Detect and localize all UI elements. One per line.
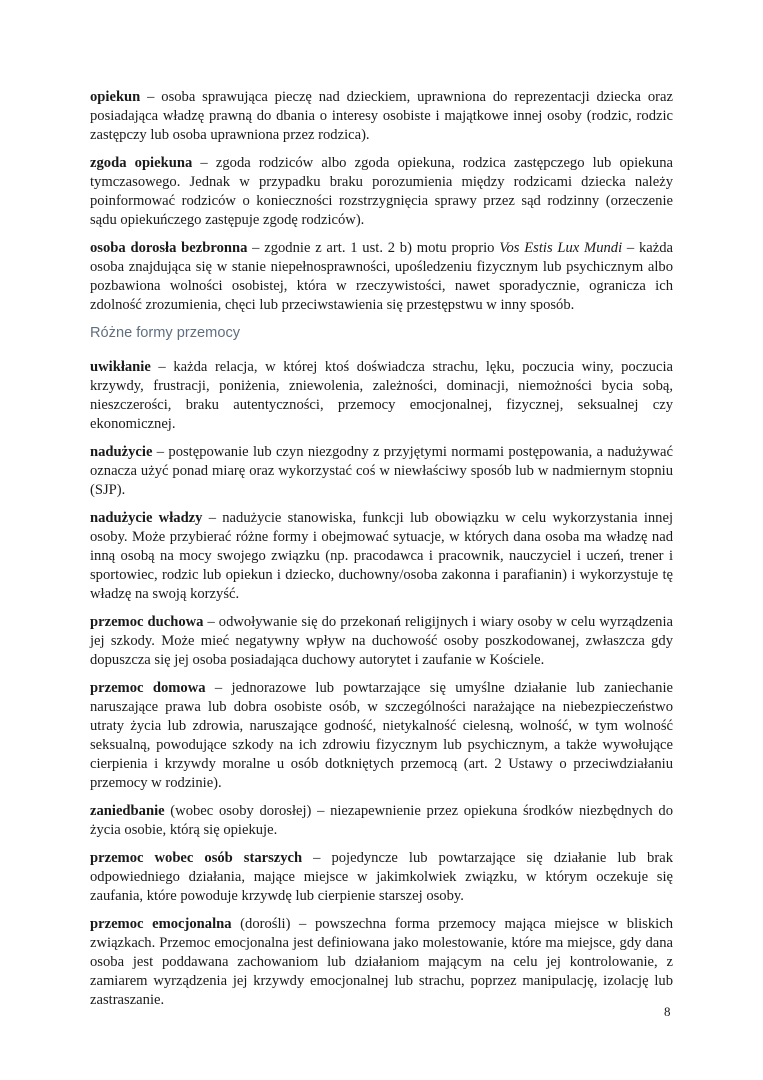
definition-text: – każda osoba znajdująca się w stanie niepełnosprawności, upośledzeniu fizycznym lub psychicznym albo pozbawiona wolności osobistej, która w rzeczywistości, nawet sporadycznie, ogranicza ich zdolność zrozumienia, chęci lub przeciwstawienia się przestępstwu w inny sposób. [90,240,673,313]
definition-text: – każda relacja, w której ktoś doświadcza strachu, lęku, poczucia winy, poczucia krzywdy, frustracji, poniżenia, zniewolenia, zależności, dominacji, niemożności bycia sobą, nieszczerości, braku autentyczności, przemocy emocjonalnej, fizycznej, seksualnej czy ekonomicznej. [90,359,673,432]
definition-naduzycie [90,443,673,500]
page-number: 8 [664,1004,671,1019]
definition-zaniedbanie [90,802,673,840]
definition-text: (dorośli) – powszechna forma przemocy mająca miejsce w bliskich związkach. Przemoc emocjonalna jest definiowana jako molestowanie, które ma miejsce, gdy dana osoba jest poddawana zachowaniom lub działaniom mającym na celu jej kontrolowanie, z zamiarem wyrządzenia jej krzywdy emocjonalnej lub strachu, poprzez manipulację, izolację lub zastraszanie. [90,916,673,1008]
term: uwikłanie [90,359,151,375]
section-heading: Różne formy przemocy [90,325,241,341]
definition-text: – zgoda rodziców albo zgoda opiekuna, rodzica zastępczego lub opiekuna tymczasowego. Jednak w przypadku braku porozumienia między rodzicami dziecka należy poinformować rodziców o konieczności rozstrzygnięcia sprawy przez sąd rodzinny (orzeczenie sądu opiekuńczego zastępuje zgodę rodziców). [90,155,673,228]
definition-przemoc-wobec-osob-starszych [90,849,673,906]
definition-text: – postępowanie lub czyn niezgodny z przyjętymi normami postępowania, a nadużywać oznacza użyć ponad miarę oraz wykorzystać coś w niewłaściwy sposób lub w nadmiernym stopniu (SJP). [90,444,673,498]
term: przemoc emocjonalna [90,916,232,932]
definition-text: – zgodnie z art. 1 ust. 2 b) motu proprio [247,240,500,256]
term: nadużycie [90,444,153,460]
definition-osoba-dorosla-bezbronna [90,239,673,315]
definition-uwiklanie [90,358,673,434]
term: nadużycie władzy [90,510,203,526]
definition-text: – osoba sprawująca pieczę nad dzieckiem, uprawniona do reprezentacji dziecka oraz posiadająca władzę prawną do dbania o interesy osobiste i majątkowe innej osoby (rodzic, rodzic zastępczy lub osoba uprawniona przez rodzica). [90,89,673,143]
definition-text: – pojedyncze lub powtarzające się działanie lub brak odpowiedniego działania, mające miejsce w jakimkolwiek związku, w którym oczekuje się zaufania, które powoduje krzywdę lub cierpienie starszej osoby. [90,850,673,904]
definition-naduzycie-wladzy [90,509,673,604]
definition-text: (wobec osoby dorosłej) – niezapewnienie przez opiekuna środków niezbędnych do życia osobie, którą się opiekuje. [90,803,673,838]
definition-text: – nadużycie stanowiska, funkcji lub obowiązku w celu wykorzystania innej osoby. Może przybierać różne formy i obejmować sytuacje, w których dana osoba ma władzę nad inną osobą na mocy swojego związku (np. pracodawca i pracownik, nauczyciel i uczeń, trener i sportowiec, rodzic lub opiekun i dziecko, duchowny/osoba zakonna i parafianin) i wykorzystuje tę władzę na swoją korzyść. [90,510,674,602]
term: przemoc domowa [90,680,206,696]
term: przemoc wobec osób starszych [90,850,303,866]
term: osoba dorosła bezbronna [90,240,248,256]
definition-text: – jednorazowe lub powtarzające się umyślne działanie lub zaniechanie naruszające prawa lub dobra osobiste osób, w szczególności narażające na niebezpieczeństwo utraty życia lub zdrowia, naruszające godność, nietykalność cielesną, wolność, w tym wolność seksualną, powodujące szkody na ich zdrowiu fizycznym lub psychicznym, a także wywołujące cierpienia i krzywdy moralne u osób dotkniętych przemocą (art. 2 Ustawy o przeciwdziałaniu przemocy w rodzinie). [90,680,673,791]
term: opiekun [90,89,141,105]
term: zaniedbanie [90,803,165,819]
definition-opiekun [90,88,673,145]
definition-przemoc-emocjonalna [90,915,673,1010]
definition-zgoda-opiekuna [90,154,673,230]
document-title-italic: Vos Estis Lux Mundi [499,240,623,256]
term: zgoda opiekuna [90,155,193,171]
document-page [90,88,673,1019]
definition-przemoc-duchowa [90,613,673,670]
definition-text: – odwoływanie się do przekonań religijnych i wiary osoby w celu wyrządzenia jej szkody. Może mieć negatywny wpływ na duchowość osoby poszkodowanej, zwłaszcza gdy dopuszcza się jej osoba posiadająca duchowy autorytet i zaufanie w Kościele. [90,614,673,668]
definition-przemoc-domowa [90,679,673,793]
term: przemoc duchowa [90,614,204,630]
